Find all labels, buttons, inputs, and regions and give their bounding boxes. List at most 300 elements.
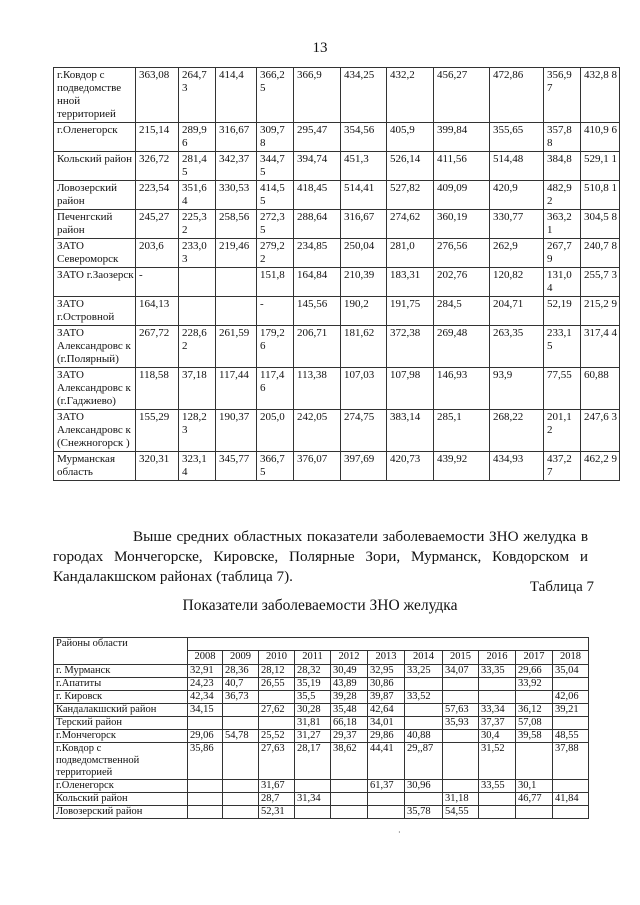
value-cell: 151,8: [257, 268, 294, 297]
value-cell: 267,7 9: [544, 239, 581, 268]
value-cell: 234,85: [294, 239, 341, 268]
value-cell: [553, 806, 589, 819]
value-cell: 279,2 2: [257, 239, 294, 268]
value-cell: 276,56: [434, 239, 490, 268]
table-row: [54, 780, 589, 793]
value-cell: 34,01: [368, 717, 405, 730]
value-cell: 205,0: [257, 410, 294, 452]
year-header-cell: 2017: [516, 651, 553, 665]
value-cell: 472,86: [490, 68, 544, 123]
value-cell: 264,7 3: [179, 68, 216, 123]
value-cell: [223, 704, 259, 717]
value-cell: 215,2 9: [581, 297, 620, 326]
value-cell: 33,25: [405, 665, 443, 678]
year-header-cell: 2009: [223, 651, 259, 665]
value-cell: 330,53: [216, 181, 257, 210]
value-cell: 366,9: [294, 68, 341, 123]
value-cell: 263,35: [490, 326, 544, 368]
year-header-cell: 2011: [295, 651, 331, 665]
table-row: [54, 704, 589, 717]
value-cell: 383,14: [387, 410, 434, 452]
table-row: [54, 410, 620, 452]
value-cell: [405, 704, 443, 717]
region-name-cell: Терский район: [54, 717, 188, 730]
value-cell: 304,5 8: [581, 210, 620, 239]
value-cell: 30,49: [331, 665, 368, 678]
value-cell: 262,9: [490, 239, 544, 268]
value-cell: 191,75: [387, 297, 434, 326]
value-cell: 410,9 6: [581, 123, 620, 152]
value-cell: 28,7: [259, 793, 295, 806]
table-row: [54, 368, 620, 410]
value-cell: [331, 793, 368, 806]
value-cell: 203,6: [136, 239, 179, 268]
value-cell: 77,55: [544, 368, 581, 410]
value-cell: 27,63: [259, 743, 295, 780]
value-cell: 35,5: [295, 691, 331, 704]
value-cell: [188, 806, 223, 819]
value-cell: 35,19: [295, 678, 331, 691]
table-row: [54, 678, 589, 691]
value-cell: 432,8 8: [581, 68, 620, 123]
value-cell: 420,73: [387, 452, 434, 481]
value-cell: 30,86: [368, 678, 405, 691]
value-cell: 29,66: [516, 665, 553, 678]
value-cell: 29,86: [368, 730, 405, 743]
value-cell: 33,34: [479, 704, 516, 717]
value-cell: 33,52: [405, 691, 443, 704]
value-cell: 434,93: [490, 452, 544, 481]
value-cell: 409,09: [434, 181, 490, 210]
value-cell: 250,04: [341, 239, 387, 268]
table-title: Показатели заболеваемости ЗНО желудка: [182, 597, 458, 614]
value-cell: [188, 793, 223, 806]
value-cell: 411,56: [434, 152, 490, 181]
value-cell: -: [136, 268, 179, 297]
region-name-cell: Ловозерский район: [54, 181, 136, 210]
value-cell: 342,37: [216, 152, 257, 181]
value-cell: 66,18: [331, 717, 368, 730]
value-cell: [259, 691, 295, 704]
value-cell: 360,19: [434, 210, 490, 239]
value-cell: 418,45: [294, 181, 341, 210]
year-header-cell: 2018: [553, 651, 589, 665]
value-cell: [479, 691, 516, 704]
year-header-cell: 2012: [331, 651, 368, 665]
value-cell: [223, 793, 259, 806]
value-cell: 33,35: [479, 665, 516, 678]
value-cell: 93,9: [490, 368, 544, 410]
table-row: [54, 793, 589, 806]
value-cell: 233,1 5: [544, 326, 581, 368]
region-name-cell: Печенгский район: [54, 210, 136, 239]
body-paragraph: Выше средних областных показатели заболеваемости ЗНО желудка в городах Мончегорске, Кировске, Полярные Зори, Мурманск, Ковдорском и Кандалакшском районах (таблица 7).: [53, 528, 588, 585]
value-cell: [295, 806, 331, 819]
value-cell: 117,4 6: [257, 368, 294, 410]
value-cell: 255,7 3: [581, 268, 620, 297]
value-cell: 34,07: [443, 665, 479, 678]
value-cell: 345,77: [216, 452, 257, 481]
value-cell: 202,76: [434, 268, 490, 297]
value-cell: [331, 806, 368, 819]
value-cell: 204,71: [490, 297, 544, 326]
value-cell: 357,8 8: [544, 123, 581, 152]
page-number: 13: [312, 40, 328, 56]
value-cell: [188, 717, 223, 730]
value-cell: 164,13: [136, 297, 179, 326]
value-cell: 326,72: [136, 152, 179, 181]
year-header-cell: 2008: [188, 651, 223, 665]
table-row: [54, 326, 620, 368]
region-name-cell: г.Ковдор с подведомственной территорией: [54, 743, 188, 780]
value-cell: 245,27: [136, 210, 179, 239]
value-cell: 113,38: [294, 368, 341, 410]
year-header-cell: 2010: [259, 651, 295, 665]
value-cell: 320,31: [136, 452, 179, 481]
value-cell: 439,92: [434, 452, 490, 481]
value-cell: 376,07: [294, 452, 341, 481]
value-cell: 274,62: [387, 210, 434, 239]
value-cell: 366,7 5: [257, 452, 294, 481]
value-cell: 32,95: [368, 665, 405, 678]
value-cell: 146,93: [434, 368, 490, 410]
value-cell: 48,55: [553, 730, 589, 743]
region-name-cell: Ловозерский район: [54, 806, 188, 819]
table-row: [54, 665, 589, 678]
value-cell: 52,19: [544, 297, 581, 326]
table-row: [54, 239, 620, 268]
region-name-cell: ЗАТО Александровс к (Снежногорск ): [54, 410, 136, 452]
value-cell: 514,48: [490, 152, 544, 181]
value-cell: 33,55: [479, 780, 516, 793]
table-row: [54, 152, 620, 181]
value-cell: 46,77: [516, 793, 553, 806]
value-cell: 42,34: [188, 691, 223, 704]
year-header-cell: 2014: [405, 651, 443, 665]
value-cell: [479, 806, 516, 819]
header-blank-cell: [188, 638, 589, 651]
value-cell: 351,6 4: [179, 181, 216, 210]
value-cell: 432,2: [387, 68, 434, 123]
value-cell: [443, 678, 479, 691]
value-cell: 366,2 5: [257, 68, 294, 123]
value-cell: 462,2 9: [581, 452, 620, 481]
value-cell: 363,08: [136, 68, 179, 123]
value-cell: [331, 780, 368, 793]
value-cell: 36,12: [516, 704, 553, 717]
table-row: [54, 730, 589, 743]
region-name-cell: Мурманская область: [54, 452, 136, 481]
value-cell: 28,12: [259, 665, 295, 678]
table-row: [54, 210, 620, 239]
table-row: [54, 452, 620, 481]
region-name-cell: г.Оленегорск: [54, 123, 136, 152]
value-cell: 38,62: [331, 743, 368, 780]
value-cell: 61,37: [368, 780, 405, 793]
value-cell: [479, 678, 516, 691]
value-cell: 29,,87: [405, 743, 443, 780]
region-name-cell: ЗАТО Александровс к (г.Гаджиево): [54, 368, 136, 410]
value-cell: [223, 780, 259, 793]
value-cell: 107,03: [341, 368, 387, 410]
value-cell: [443, 730, 479, 743]
value-cell: 37,18: [179, 368, 216, 410]
header-label-cell: Районы области: [54, 638, 188, 665]
value-cell: 437,2 7: [544, 452, 581, 481]
value-cell: 31,52: [479, 743, 516, 780]
value-cell: 267,72: [136, 326, 179, 368]
year-header-cell: 2013: [368, 651, 405, 665]
value-cell: 181,62: [341, 326, 387, 368]
value-cell: 35,48: [331, 704, 368, 717]
value-cell: 107,98: [387, 368, 434, 410]
value-cell: [368, 793, 405, 806]
value-cell: [516, 691, 553, 704]
value-cell: 42,06: [553, 691, 589, 704]
value-cell: 269,48: [434, 326, 490, 368]
value-cell: 210,39: [341, 268, 387, 297]
value-cell: 179,2 6: [257, 326, 294, 368]
value-cell: 288,64: [294, 210, 341, 239]
value-cell: 57,08: [516, 717, 553, 730]
value-cell: 28,32: [295, 665, 331, 678]
region-name-cell: г.Мончегорск: [54, 730, 188, 743]
value-cell: 456,27: [434, 68, 490, 123]
value-cell: 394,74: [294, 152, 341, 181]
value-cell: 35,93: [443, 717, 479, 730]
value-cell: 261,59: [216, 326, 257, 368]
region-name-cell: г.Оленегорск: [54, 780, 188, 793]
value-cell: [516, 743, 553, 780]
value-cell: 316,67: [216, 123, 257, 152]
value-cell: 190,2: [341, 297, 387, 326]
region-name-cell: г. Кировск: [54, 691, 188, 704]
value-cell: 258,56: [216, 210, 257, 239]
table-row: [54, 123, 620, 152]
value-cell: 316,67: [341, 210, 387, 239]
value-cell: 183,31: [387, 268, 434, 297]
value-cell: 482,9 2: [544, 181, 581, 210]
value-cell: [179, 268, 216, 297]
value-cell: [295, 780, 331, 793]
region-name-cell: ЗАТО Североморск: [54, 239, 136, 268]
value-cell: [223, 743, 259, 780]
value-cell: 40,88: [405, 730, 443, 743]
value-cell: [223, 806, 259, 819]
value-cell: 39,58: [516, 730, 553, 743]
value-cell: [188, 780, 223, 793]
value-cell: 529,1 1: [581, 152, 620, 181]
value-cell: 40,7: [223, 678, 259, 691]
table-label: Таблица 7: [529, 579, 594, 595]
value-cell: 30,96: [405, 780, 443, 793]
region-name-cell: ЗАТО г.Островной: [54, 297, 136, 326]
table-row: [54, 806, 589, 819]
value-cell: 414,4: [216, 68, 257, 123]
value-cell: 268,22: [490, 410, 544, 452]
value-cell: 31,18: [443, 793, 479, 806]
value-cell: 289,9 6: [179, 123, 216, 152]
stray-mark: ·: [398, 828, 401, 837]
value-cell: 31,34: [295, 793, 331, 806]
value-cell: 272,3 5: [257, 210, 294, 239]
value-cell: 225,3 2: [179, 210, 216, 239]
value-cell: 39,28: [331, 691, 368, 704]
value-cell: 37,37: [479, 717, 516, 730]
value-cell: 164,84: [294, 268, 341, 297]
value-cell: 28,36: [223, 665, 259, 678]
region-name-cell: г.Ковдор с подведомстве нной территорией: [54, 68, 136, 123]
table-row: [54, 743, 589, 780]
value-cell: 34,15: [188, 704, 223, 717]
value-cell: 29,37: [331, 730, 368, 743]
region-name-cell: ЗАТО Александровс к (г.Полярный): [54, 326, 136, 368]
value-cell: 344,7 5: [257, 152, 294, 181]
stomach-cancer-table: [53, 637, 589, 819]
value-cell: 372,38: [387, 326, 434, 368]
value-cell: 131,0 4: [544, 268, 581, 297]
value-cell: 52,31: [259, 806, 295, 819]
value-cell: 215,14: [136, 123, 179, 152]
value-cell: -: [257, 297, 294, 326]
region-name-cell: Кольский район: [54, 793, 188, 806]
value-cell: 25,52: [259, 730, 295, 743]
value-cell: 145,56: [294, 297, 341, 326]
value-cell: 354,56: [341, 123, 387, 152]
table-row: [54, 717, 589, 730]
value-cell: 434,25: [341, 68, 387, 123]
value-cell: [223, 717, 259, 730]
value-cell: 117,44: [216, 368, 257, 410]
value-cell: 128,2 3: [179, 410, 216, 452]
value-cell: 317,4 4: [581, 326, 620, 368]
value-cell: 24,23: [188, 678, 223, 691]
value-cell: 309,7 8: [257, 123, 294, 152]
value-cell: 54,78: [223, 730, 259, 743]
value-cell: 247,6 3: [581, 410, 620, 452]
value-cell: 285,1: [434, 410, 490, 452]
value-cell: 233,0 3: [179, 239, 216, 268]
value-cell: [405, 678, 443, 691]
value-cell: 30,4: [479, 730, 516, 743]
value-cell: 223,54: [136, 181, 179, 210]
value-cell: 35,86: [188, 743, 223, 780]
table-row: [54, 181, 620, 210]
value-cell: 405,9: [387, 123, 434, 152]
value-cell: 41,84: [553, 793, 589, 806]
year-header-cell: 2016: [479, 651, 516, 665]
value-cell: 39,21: [553, 704, 589, 717]
value-cell: 31,27: [295, 730, 331, 743]
value-cell: 323,1 4: [179, 452, 216, 481]
value-cell: 330,77: [490, 210, 544, 239]
value-cell: 399,84: [434, 123, 490, 152]
value-cell: 355,65: [490, 123, 544, 152]
value-cell: 284,5: [434, 297, 490, 326]
year-header-cell: 2015: [443, 651, 479, 665]
value-cell: 31,81: [295, 717, 331, 730]
value-cell: 26,55: [259, 678, 295, 691]
value-cell: [405, 717, 443, 730]
table-row: [54, 268, 620, 297]
value-cell: 54,55: [443, 806, 479, 819]
value-cell: 206,71: [294, 326, 341, 368]
value-cell: 29,06: [188, 730, 223, 743]
incidence-table-continued: [53, 67, 620, 481]
value-cell: 281,4 5: [179, 152, 216, 181]
value-cell: 420,9: [490, 181, 544, 210]
value-cell: [216, 297, 257, 326]
value-cell: 242,05: [294, 410, 341, 452]
value-cell: 274,75: [341, 410, 387, 452]
value-cell: [443, 780, 479, 793]
region-name-cell: Кандалакшский район: [54, 704, 188, 717]
value-cell: 228,6 2: [179, 326, 216, 368]
value-cell: 295,47: [294, 123, 341, 152]
region-name-cell: Кольский район: [54, 152, 136, 181]
value-cell: [443, 743, 479, 780]
value-cell: 31,67: [259, 780, 295, 793]
value-cell: 36,73: [223, 691, 259, 704]
value-cell: 397,69: [341, 452, 387, 481]
region-name-cell: г.Апатиты: [54, 678, 188, 691]
value-cell: [216, 268, 257, 297]
value-cell: 30,1: [516, 780, 553, 793]
value-cell: 527,82: [387, 181, 434, 210]
value-cell: 28,17: [295, 743, 331, 780]
value-cell: 60,88: [581, 368, 620, 410]
value-cell: 35,78: [405, 806, 443, 819]
value-cell: 32,91: [188, 665, 223, 678]
value-cell: 363,2 1: [544, 210, 581, 239]
value-cell: 219,46: [216, 239, 257, 268]
value-cell: 30,28: [295, 704, 331, 717]
value-cell: 35,04: [553, 665, 589, 678]
table-row: [54, 691, 589, 704]
value-cell: 356,9 7: [544, 68, 581, 123]
value-cell: 57,63: [443, 704, 479, 717]
value-cell: [553, 678, 589, 691]
value-cell: [553, 717, 589, 730]
value-cell: 33,92: [516, 678, 553, 691]
value-cell: 27,62: [259, 704, 295, 717]
value-cell: [405, 793, 443, 806]
value-cell: [553, 780, 589, 793]
header-row: [54, 638, 589, 651]
value-cell: 414,5 5: [257, 181, 294, 210]
region-name-cell: г. Мурманск: [54, 665, 188, 678]
value-cell: 514,41: [341, 181, 387, 210]
value-cell: [479, 793, 516, 806]
value-cell: 526,14: [387, 152, 434, 181]
value-cell: [179, 297, 216, 326]
value-cell: 120,82: [490, 268, 544, 297]
value-cell: 240,7 8: [581, 239, 620, 268]
value-cell: 281,0: [387, 239, 434, 268]
value-cell: 384,8: [544, 152, 581, 181]
value-cell: 42,64: [368, 704, 405, 717]
value-cell: 155,29: [136, 410, 179, 452]
table-row: [54, 297, 620, 326]
value-cell: 510,8 1: [581, 181, 620, 210]
value-cell: [443, 691, 479, 704]
value-cell: 37,88: [553, 743, 589, 780]
value-cell: 39,87: [368, 691, 405, 704]
value-cell: 44,41: [368, 743, 405, 780]
value-cell: 43,89: [331, 678, 368, 691]
value-cell: [368, 806, 405, 819]
value-cell: [259, 717, 295, 730]
